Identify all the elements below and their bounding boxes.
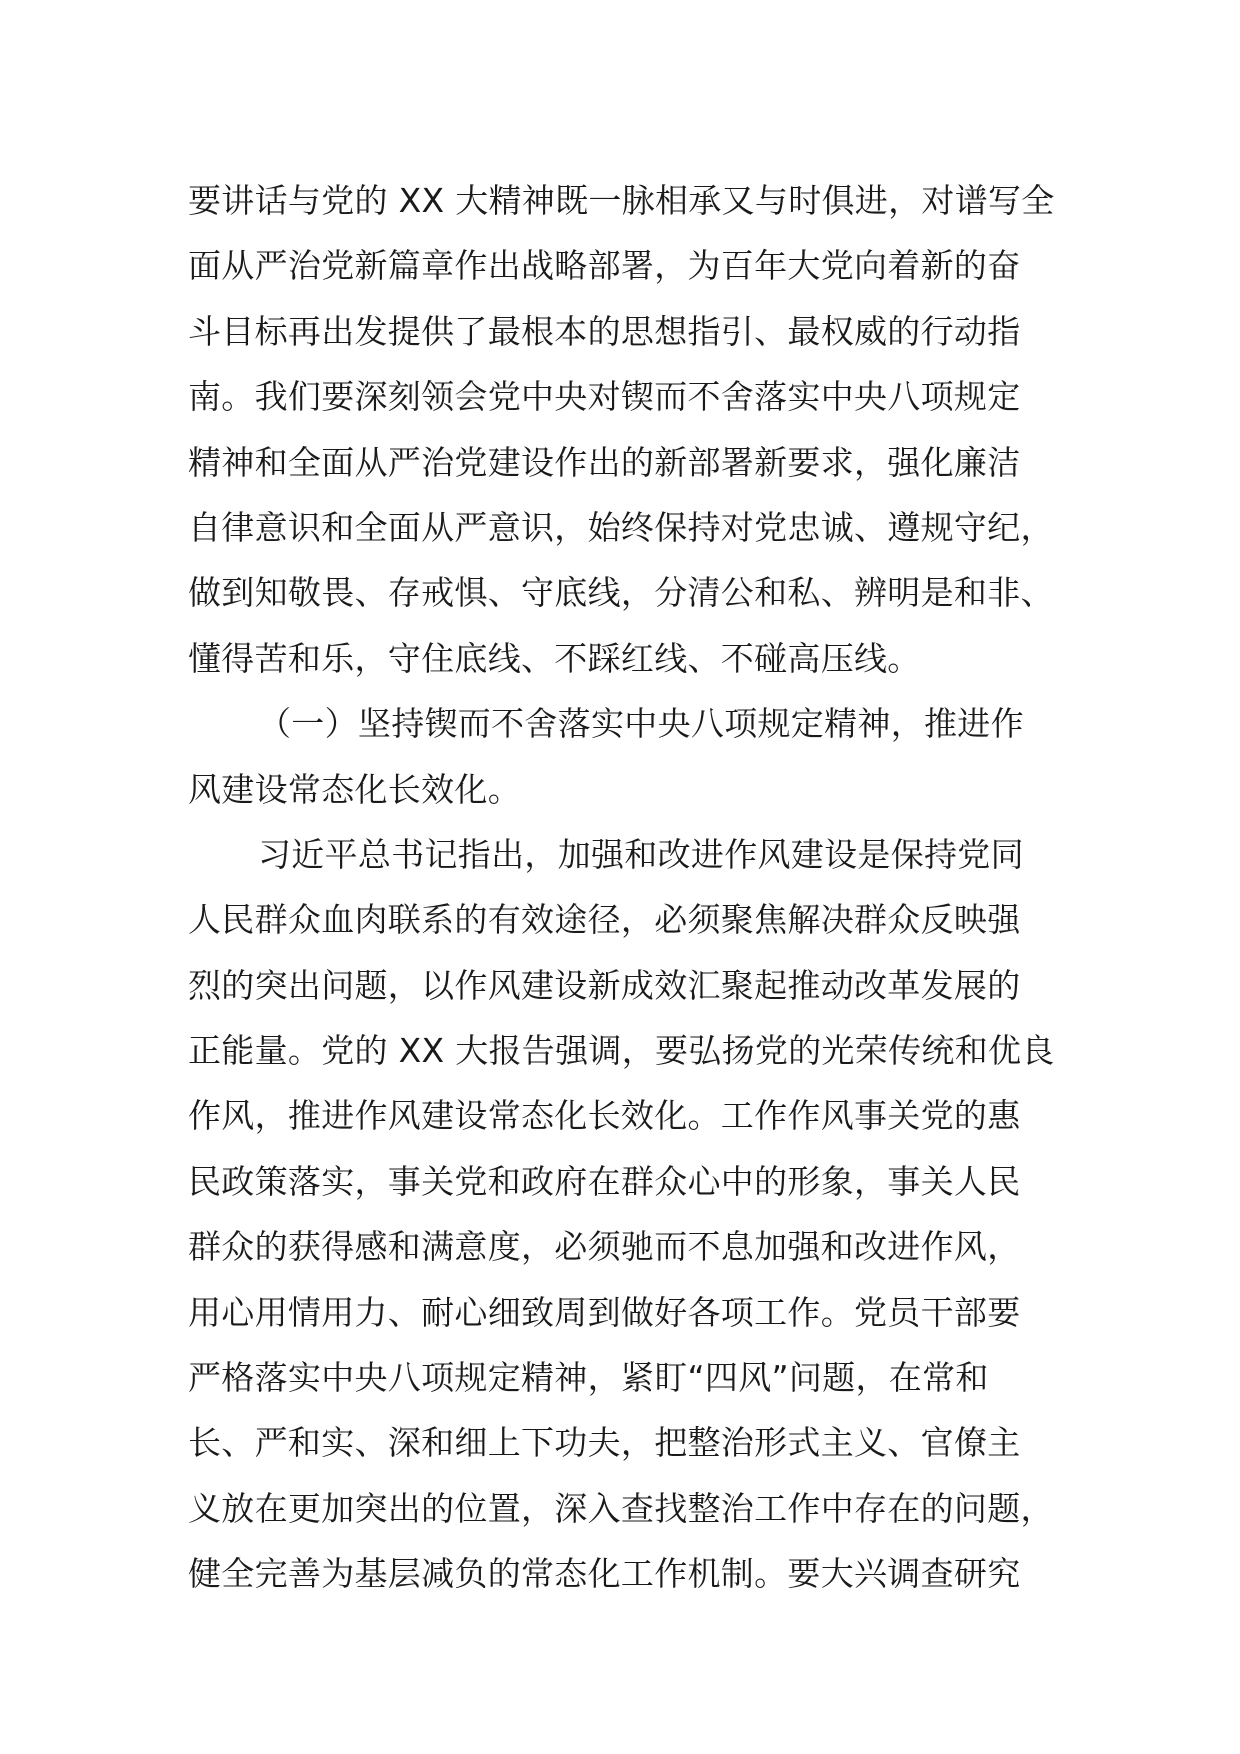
- text-line: 要讲话与党的 XX 大精神既一脉相承又与时俱进，对谱写全: [188, 181, 1055, 220]
- paragraph: [188, 168, 1068, 691]
- text-line: 正能量。党的 XX 大报告强调，要弘扬党的光荣传统和优良: [188, 1031, 1055, 1071]
- text-line: 群众的获得感和满意度，必须驰而不息加强和改进作风，: [188, 1227, 1021, 1267]
- text-line: 作风，推进作风建设常态化长效化。工作作风事关党的惠: [188, 1096, 1021, 1136]
- heading-line: （一）坚持锲而不舍落实中央八项规定精神，推进作: [258, 704, 1024, 744]
- text-line: 长、严和实、深和细上下功夫，把整治形式主义、官僚主: [188, 1423, 1021, 1463]
- heading-line: 风建设常态化长效化。: [188, 769, 521, 809]
- text-line: 精神和全面从严治党建设作出的新部署新要求，强化廉洁: [188, 442, 1021, 482]
- section-heading: [188, 691, 1068, 822]
- text-line: 懂得苦和乐，守住底线、不踩红线、不碰高压线。: [188, 638, 921, 678]
- text-line: 面从严治党新篇章作出战略部署，为百年大党向着新的奋: [188, 246, 1021, 286]
- text-line: 严格落实中央八项规定精神，紧盯“四风”问题，在常和: [188, 1358, 989, 1398]
- paragraph: [188, 822, 1068, 1607]
- text-line: 做到知敬畏、存戒惧、守底线，分清公和私、辨明是和非、: [188, 573, 1054, 613]
- text-line: 健全完善为基层减负的常态化工作机制。要大兴调查研究: [188, 1554, 1021, 1594]
- text-line: 习近平总书记指出，加强和改进作风建设是保持党同: [258, 834, 1024, 874]
- text-line: 自律意识和全面从严意识，始终保持对党忠诚、遵规守纪，: [188, 507, 1054, 547]
- text-line: 民政策落实，事关党和政府在群众心中的形象，事关人民: [188, 1161, 1021, 1201]
- text-line: 义放在更加突出的位置，深入查找整治工作中存在的问题，: [188, 1488, 1054, 1528]
- document-body: [188, 168, 1068, 1607]
- text-line: 南。我们要深刻领会党中央对锲而不舍落实中央八项规定: [188, 377, 1021, 417]
- text-line: 人民群众血肉联系的有效途径，必须聚焦解决群众反映强: [188, 900, 1021, 940]
- text-line: 用心用情用力、耐心细致周到做好各项工作。党员干部要: [188, 1292, 1021, 1332]
- text-line: 斗目标再出发提供了最根本的思想指引、最权威的行动指: [188, 311, 1021, 351]
- text-line: 烈的突出问题，以作风建设新成效汇聚起推动改革发展的: [188, 965, 1021, 1005]
